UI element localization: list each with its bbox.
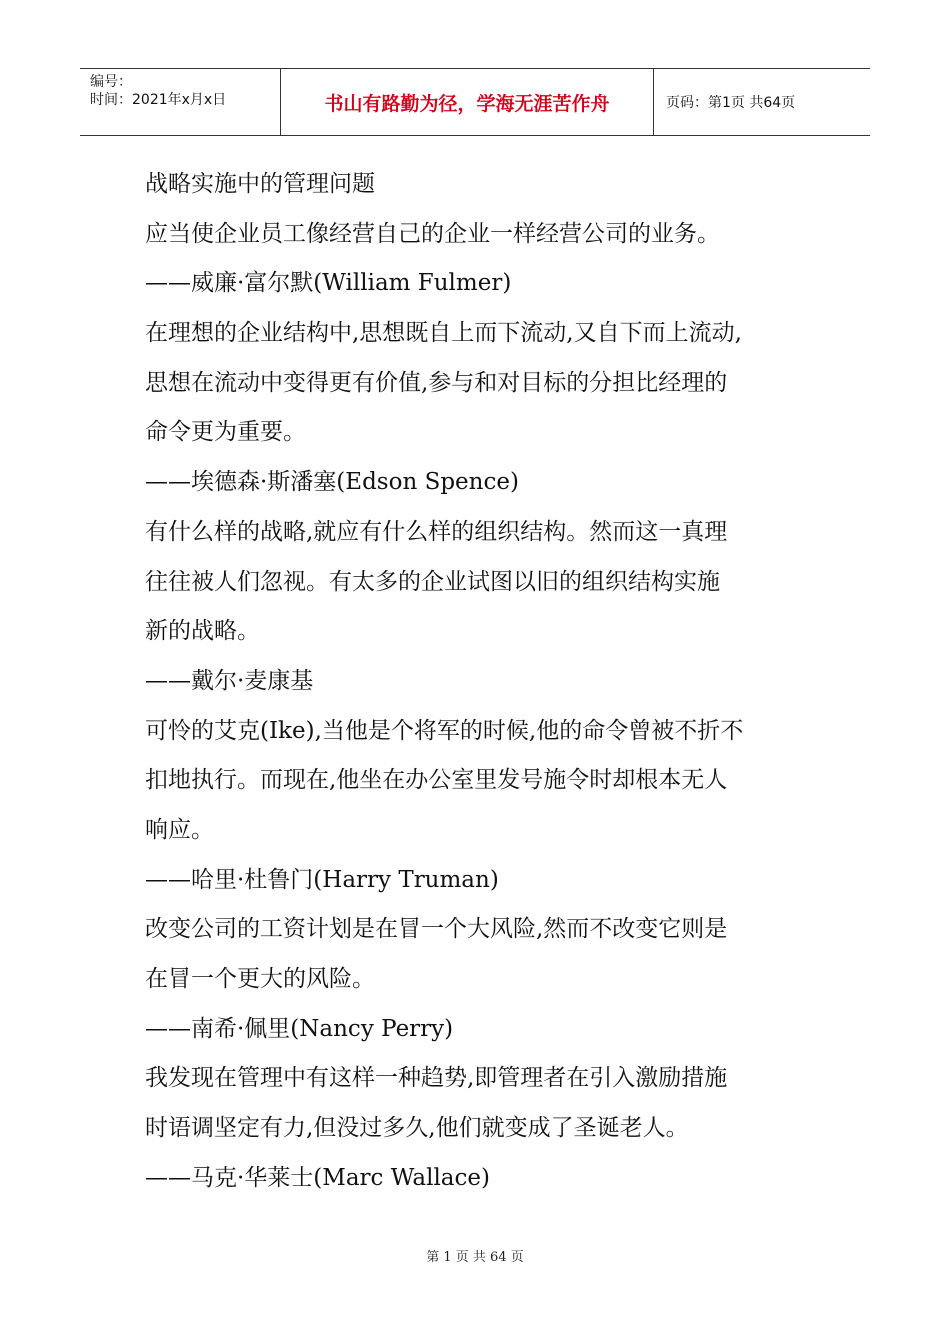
quote-attribution: ——南希·佩里(Nancy Perry)	[145, 1015, 454, 1042]
quote-line: 往往被人们忽视。有太多的企业试图以旧的组织结构实施	[145, 568, 720, 595]
header-motto: 书山有路勤为径，学海无涯苦作舟	[281, 69, 654, 135]
quote-line: 命令更为重要。	[145, 419, 306, 446]
quote-line: 应当使企业员工像经营自己的企业一样经营公司的业务。	[145, 220, 720, 247]
quote-line: 思想在流动中变得更有价值,参与和对目标的分担比经理的	[145, 369, 728, 396]
quote-line: 响应。	[145, 816, 214, 843]
quote-attribution: ——哈里·杜鲁门(Harry Truman)	[145, 866, 499, 893]
quote-line: 可怜的艾克(Ike),当他是个将军的时候,他的命令曾被不折不	[145, 717, 744, 744]
document-title: 战略实施中的管理问题	[145, 171, 375, 197]
quote-attribution: ——埃德森·斯潘塞(Edson Spence)	[145, 469, 519, 496]
quote-attribution: ——威廉·富尔默(William Fulmer)	[145, 270, 512, 297]
document-number-label: 编号：	[90, 74, 132, 90]
quote-line: 有什么样的战略,就应有什么样的组织结构。然而这一真理	[145, 518, 728, 545]
document-time-label: 时间：2021年x月x日	[90, 92, 227, 108]
quote-line: 新的战略。	[145, 618, 260, 645]
quote-attribution: ——马克·华莱士(Marc Wallace)	[145, 1164, 490, 1191]
quote-attribution: ——戴尔·麦康基	[145, 667, 314, 694]
quote-line: 扣地执行。而现在,他坐在办公室里发号施令时却根本无人	[145, 767, 728, 794]
quote-line: 改变公司的工资计划是在冒一个大风险,然而不改变它则是	[145, 916, 728, 943]
document-body	[145, 160, 810, 1203]
quote-line: 时语调坚定有力,但没过多久,他们就变成了圣诞老人。	[145, 1115, 689, 1142]
page-header	[80, 68, 870, 136]
header-page-info: 页码：第1页 共64页	[666, 95, 796, 111]
page-footer: 第 1 页 共 64 页	[426, 1250, 524, 1265]
quote-line: 我发现在管理中有这样一种趋势,即管理者在引入激励措施	[145, 1065, 728, 1092]
quote-line: 在理想的企业结构中,思想既自上而下流动,又自下而上流动,	[145, 320, 742, 347]
quote-line: 在冒一个更大的风险。	[145, 966, 375, 992]
header-meta-cell	[80, 69, 281, 135]
